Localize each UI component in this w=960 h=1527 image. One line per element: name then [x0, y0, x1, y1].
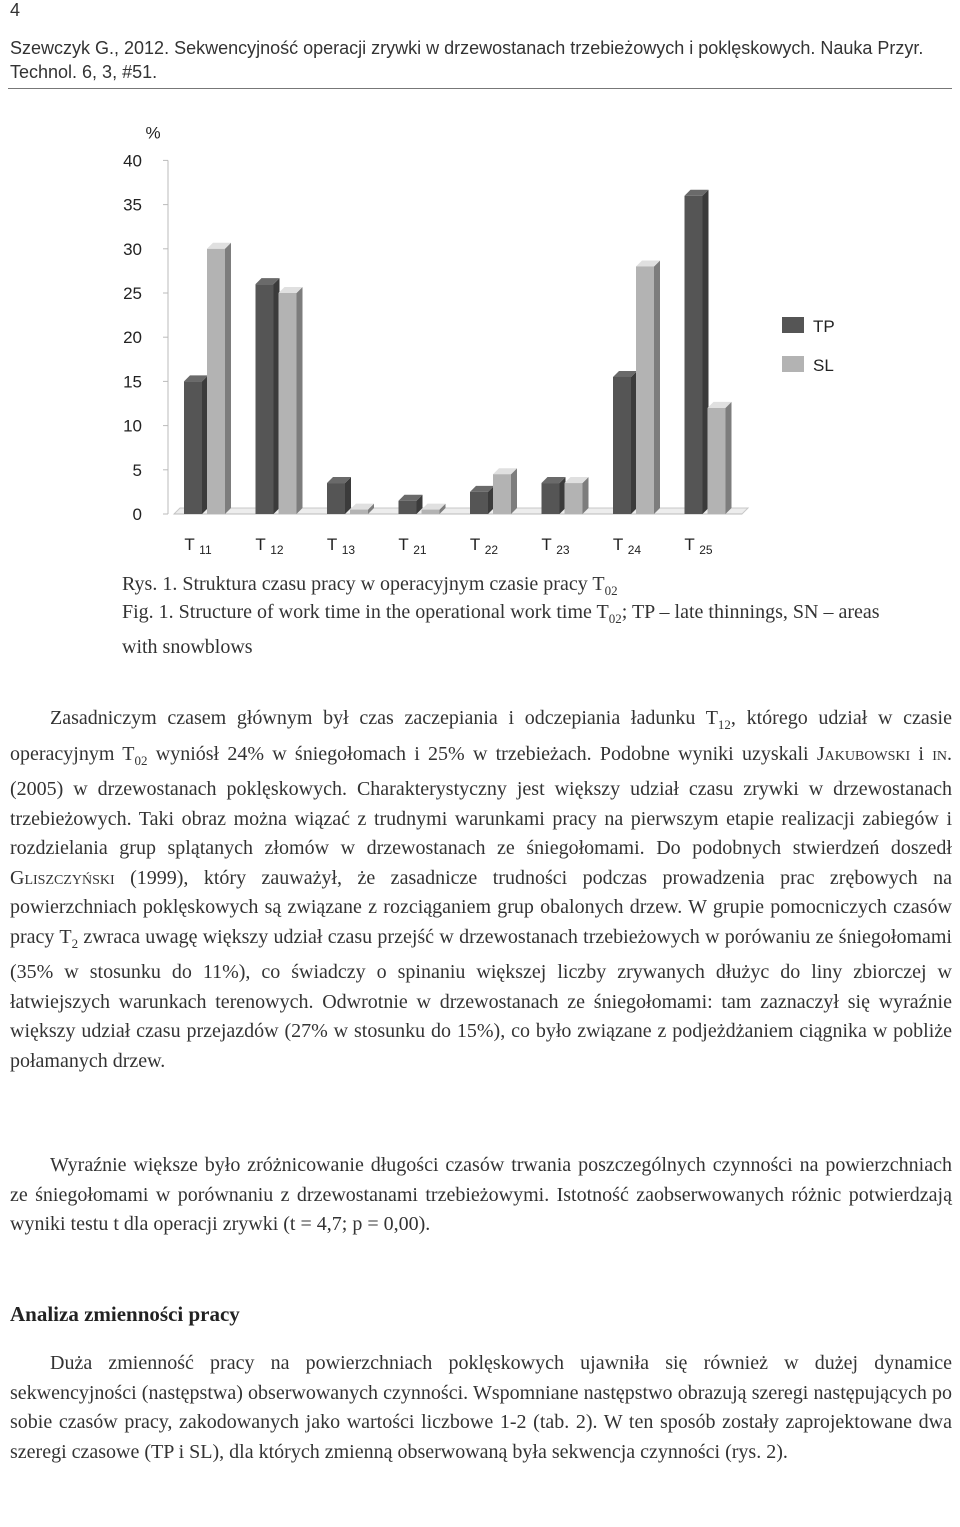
p1-text: wyniósł 24% w śniegołomach i 25% w trzebieżach. Podobne wyniki uzyskali	[147, 742, 817, 765]
bar-tp	[613, 377, 631, 514]
paragraph-1	[10, 704, 952, 1076]
p1-text: , którego udział w czasie operacyjnym T	[10, 707, 952, 765]
header-rule	[8, 88, 952, 89]
bar-side	[297, 287, 303, 514]
bar-tp	[542, 483, 560, 514]
legend-label-tp: TP	[813, 317, 835, 336]
p1-sub: 02	[134, 752, 148, 768]
legend-swatch-tp	[782, 317, 804, 333]
author-name: Jakubowski	[816, 742, 911, 765]
citation-header: Szewczyk G., 2012. Sekwencyjność operacji zrywki w drzewostanach trzebieżowych i poklęskowych. Nauka Przyr. Technol. 6, 3, #51.	[10, 38, 924, 82]
bar-sl	[422, 510, 440, 514]
bar-chart	[0, 110, 960, 570]
x-tick-label: T $_{22}$	[469, 535, 499, 557]
x-tick-label: T $_{13}$	[326, 535, 356, 557]
y-axis-label: %	[145, 123, 161, 143]
p1-sub: 12	[717, 717, 731, 732]
bar-tp	[327, 483, 345, 514]
p1-text: zwraca uwagę większy udział czasu przejść w drzewostanach trzebieżowych w porówaniu ze śniegołomami (35% w stosunku do 11%), co świadczy o spinaniu większej liczby zrywanych dłużyc do liny zbiorczej w łatwiejszych warunkach terenowych. Odwrotnie w drzewostanach ze śniegołomami: tam zaznaczył się wyraźnie większy udział czasu przejazdów (27% w stosunku do 15%), co było związane z podjeżdżaniem ciągnika w pobliże połamanych drzew.	[10, 925, 952, 1072]
p1-text: (2005) w drzewostanach poklęskowych. Charakterystyczny jest większy udział czasu zrywki w drzewostanach trzebieżowych. Taki obraz można wiązać z trudnymi warunkami pracy na pierwszym etapie realizacji zabiegów i rozdzielania grup splątanych złomów w drzewostanach ze śniegołomami. Do podobnych stwierdzeń doszedł	[10, 778, 952, 859]
caption-pl-text: Rys. 1. Struktura czasu pracy w operacyjnym czasie pracy T	[122, 573, 605, 595]
caption-en-text-a: Fig. 1. Structure of work time in the operational work time T	[122, 601, 609, 623]
author-etal: in.	[932, 742, 953, 765]
bar-tp	[256, 284, 274, 514]
y-tick-label: 10	[123, 416, 142, 436]
x-tick-label: T $_{23}$	[541, 535, 570, 557]
y-tick-label: 15	[123, 372, 142, 392]
x-tick-label: T $_{25}$	[684, 535, 713, 557]
x-tick-label: T $_{11}$	[184, 535, 212, 557]
page-number: 4	[10, 0, 21, 20]
p1-text: (1999), który zauważył, że zasadnicze trudności podczas prowadzenia prac zrębowych na powierzchniach poklęskowych są związane z rozciąganiem grup obalonych drzew. W grupie pomocniczych czasów pracy T	[10, 866, 952, 948]
legend-label-sl: SL	[813, 356, 834, 375]
p1-text: i	[910, 742, 933, 765]
bar-tp	[470, 492, 488, 514]
caption-pl-sub: 02	[604, 583, 618, 598]
y-tick-label: 0	[132, 505, 142, 524]
bar-sl	[207, 249, 225, 514]
bar-side	[726, 402, 732, 514]
bar-side	[583, 477, 589, 514]
bar-side	[345, 477, 351, 514]
p3-text: Duża zmienność pracy na powierzchniach poklęskowych ujawniła się również w dużej dynamice sekwencyjności (następstwa) obserwowanych czynności. Wspomniane następstwo obrazują szeregi następujących po sobie czasów pracy, zakodowanych jako wartości liczbowe 1-2 (tab. 2). W ten sposób zostały zaprojektowane dwa szeregi czasowe (TP i SL), dla których zmienną obserwowaną była sekwencja czynności (rys. 2).	[10, 1352, 952, 1463]
x-tick-label: T $_{24}$	[612, 535, 642, 557]
paragraph-2	[10, 1151, 952, 1240]
y-tick-label: 35	[123, 195, 142, 215]
p1-sub: 2	[71, 935, 79, 951]
x-tick-label: T $_{12}$	[255, 535, 284, 557]
p1-text: Zasadniczym czasem głównym był czas zaczepiania i odczepiania ładunku T	[50, 707, 718, 729]
y-tick-label: 20	[123, 328, 142, 348]
bar-tp	[184, 381, 202, 514]
y-tick-label: 25	[123, 284, 142, 303]
author-name: Gliszczyński	[10, 866, 115, 889]
bar-side	[511, 468, 517, 514]
bar-sl	[493, 474, 511, 514]
p2-text: Wyraźnie większe było zróżnicowanie długości czasów trwania poszczególnych czynności na powierzchniach ze śniegołomami w porównaniu z drzewostanami trzebieżowymi. Istotność zaobserwowanych różnic potwierdzają wyniki testu t dla operacji zrywki (t = 4,7; p = 0,00).	[10, 1154, 952, 1235]
bar-sl	[636, 266, 654, 514]
bar-side	[654, 260, 660, 514]
bar-tp	[685, 196, 703, 514]
bar-tp	[399, 501, 417, 514]
caption-en-text-b: ; TP – late thinnings, SN – areas with snowblows	[122, 601, 880, 658]
bar-sl	[565, 483, 583, 514]
paragraph-3	[10, 1349, 952, 1467]
y-tick-label: 5	[132, 460, 142, 480]
legend-swatch-sl	[782, 356, 804, 372]
bar-side	[225, 243, 231, 514]
x-tick-label: T $_{21}$	[398, 535, 427, 557]
caption-en-sub: 02	[608, 611, 622, 626]
section-heading: Analiza zmienności pracy	[10, 1302, 240, 1326]
y-tick-label: 40	[123, 151, 142, 171]
bar-sl	[350, 510, 368, 514]
figure-caption-en	[122, 598, 882, 661]
bar-sl	[279, 293, 297, 514]
y-tick-label: 30	[123, 239, 142, 259]
bar-sl	[708, 408, 726, 514]
